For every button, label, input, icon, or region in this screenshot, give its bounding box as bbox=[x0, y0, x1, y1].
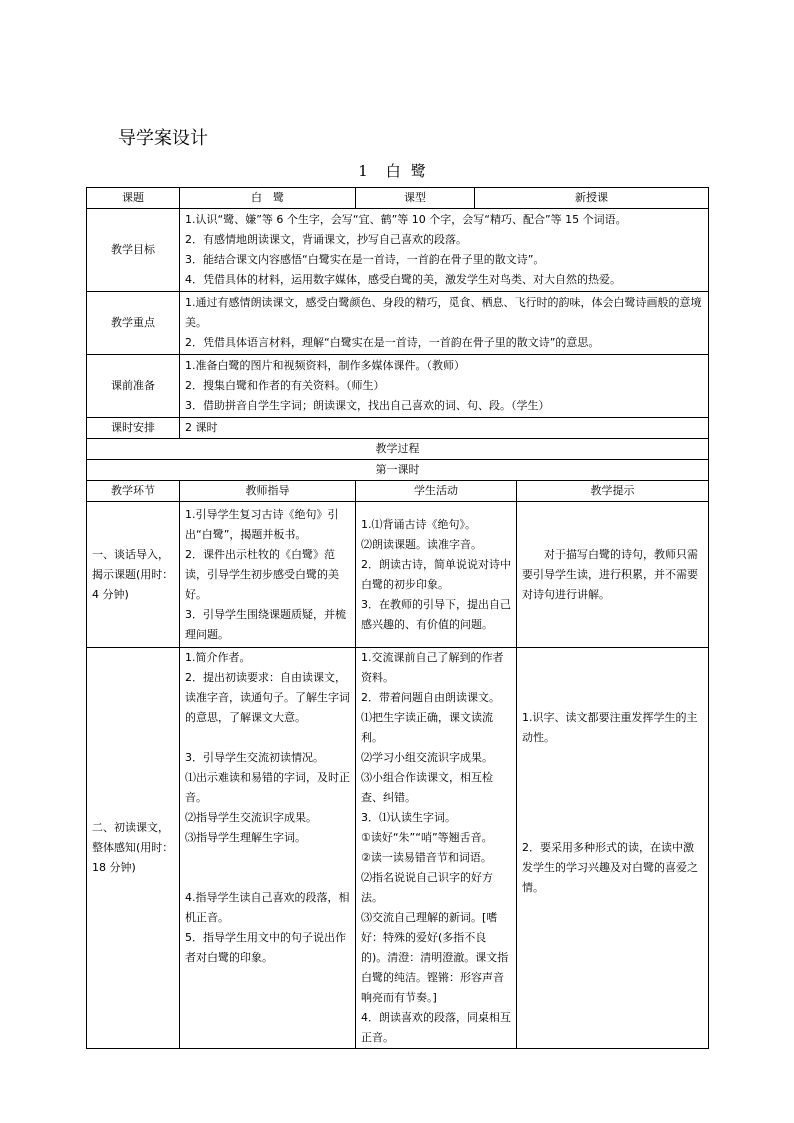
focus-line: 1.通过有感情朗读课文，感受白鹭颜色、身段的精巧，觅食、栖息、飞行时的韵味，体会白鹭诗画般的意境美。 bbox=[185, 296, 702, 329]
prep-line: 1.准备白鹭的图片和视频资料，制作多媒体课件。（教师） bbox=[185, 359, 465, 372]
teacher-step: 2．课件出示杜牧的《白鹭》范读，引导学生初步感受白鹭的美好。 bbox=[185, 547, 339, 601]
lesson-type-label: 课型 bbox=[356, 188, 475, 209]
teacher-step: ⑵指导学生交流识字成果。 bbox=[185, 811, 317, 824]
tip-text: 1.识字、读文都要注重发挥学生的主动性。 bbox=[522, 711, 698, 744]
col-student: 学生活动 bbox=[356, 481, 517, 502]
schedule-value: 2 课时 bbox=[180, 418, 709, 439]
stage2-name: 二、初读课文，整体感知(用时：18 分钟) bbox=[87, 648, 180, 1049]
lesson-number: 1 bbox=[358, 162, 368, 180]
tip-text: 2．要采用多种形式的读，在读中激发学生的学习兴趣及对白鹭的喜爱之情。 bbox=[522, 841, 698, 894]
teacher-step: 1.简介作者。 bbox=[185, 651, 251, 664]
student-step: 2．带着问题自由朗读课文。 bbox=[361, 691, 500, 704]
lesson-plan-table bbox=[86, 187, 709, 1049]
student-step: 4．朗读喜欢的段落，同桌相互正音。 bbox=[361, 1011, 511, 1044]
period-title-row bbox=[87, 460, 709, 481]
teacher-step bbox=[185, 728, 350, 748]
teacher-step: 2．提出初读要求：自由读课文，读准字音，读通句子。了解生字词的意思，了解课文大意。 bbox=[185, 671, 350, 724]
goals-row bbox=[87, 209, 709, 292]
document-title: 导学案设计 bbox=[118, 128, 208, 149]
goal-line: 4．凭借具体的材料，运用数字媒体，感受白鹭的美，激发学生对鸟类、对大自然的热爱。 bbox=[185, 273, 621, 286]
student-step: 3．⑴认读生字词。 bbox=[361, 811, 456, 824]
teacher-step: ⑴出示难读和易错的字词，及时正音。 bbox=[185, 771, 350, 804]
student-step: ⑵学习小组交流识字成果。 bbox=[361, 751, 493, 764]
col-tips: 教学提示 bbox=[517, 481, 709, 502]
prep-line: 3．借助拼音自学生字词；朗读课文，找出自己喜欢的词、句、段。（学生） bbox=[185, 399, 550, 412]
lesson-title bbox=[0, 160, 794, 181]
stage1-name: 一、谈话导入，揭示课题(用时：4 分钟) bbox=[87, 502, 180, 648]
teacher-step bbox=[185, 868, 350, 888]
focus-label: 教学重点 bbox=[87, 292, 180, 355]
student-step: ⑶交流自己理解的新词。[嗜好：特殊的爱好(多指不良的)。清澄：清明澄澈。课文指白鹭的纯洁。铿锵：形容声音响亮而有节奏。] bbox=[361, 911, 509, 1004]
student-step: ②读一读易错音节和词语。 bbox=[361, 851, 492, 864]
goals-content bbox=[180, 209, 709, 292]
student-step: ⑶小组合作读课文，相互检查、纠错。 bbox=[361, 771, 493, 804]
focus-row bbox=[87, 292, 709, 355]
process-title: 教学过程 bbox=[87, 439, 709, 460]
stage2-student bbox=[356, 648, 517, 1049]
subject-label: 课题 bbox=[87, 188, 180, 209]
stage1-tips bbox=[517, 502, 709, 648]
teacher-step bbox=[185, 848, 350, 868]
prep-label: 课前准备 bbox=[87, 355, 180, 418]
teacher-step: 1.引导学生复习古诗《绝句》引出“白鹭”，揭题并板书。 bbox=[185, 507, 339, 541]
teacher-step: 3．引导学生围绕课题质疑，并梳理问题。 bbox=[185, 607, 346, 641]
teacher-step: ⑶指导学生理解生字词。 bbox=[185, 831, 306, 844]
schedule-label: 课时安排 bbox=[87, 418, 180, 439]
goal-line: 3．能结合课文内容感悟“白鹭实在是一首诗，一首韵在骨子里的散文诗”。 bbox=[185, 253, 545, 266]
col-stage: 教学环节 bbox=[87, 481, 180, 502]
stage2-row bbox=[87, 648, 709, 1049]
student-step: ⑵朗读课题。读准字音。 bbox=[361, 537, 482, 551]
process-title-row bbox=[87, 439, 709, 460]
student-step: 2．朗读古诗，简单说说对诗中白鹭的初步印象。 bbox=[361, 557, 511, 591]
prep-row bbox=[87, 355, 709, 418]
lesson-name: 白鹭 bbox=[385, 162, 436, 180]
student-step: 3．在教师的引导下，提出自己感兴趣的、有价值的问题。 bbox=[361, 597, 511, 631]
goal-line: 2．有感情地朗读课文，背诵课文，抄写自己喜欢的段落。 bbox=[185, 233, 467, 246]
student-step: ①读好“朱”“哨”等翘舌音。 bbox=[361, 831, 493, 844]
student-step: ⑴把生字读正确，课文读流利。 bbox=[361, 711, 493, 744]
stage2-teacher bbox=[180, 648, 356, 1049]
stage2-tips bbox=[517, 648, 709, 1049]
goals-label: 教学目标 bbox=[87, 209, 180, 292]
header-row bbox=[87, 188, 709, 209]
stage1-student bbox=[356, 502, 517, 648]
lesson-type-value: 新授课 bbox=[475, 188, 709, 209]
tip-text: 对于描写白鹭的诗句，教师只需要引导学生读，进行积累，并不需要对诗句进行讲解。 bbox=[522, 547, 698, 601]
column-header-row bbox=[87, 481, 709, 502]
goal-line: 1.认识“鹭、嫌”等 6 个生字，会写“宜、鹤”等 10 个字，会写“精巧、配合”等 15 个词语。 bbox=[185, 213, 627, 226]
teacher-step: 4.指导学生读自己喜欢的段落，相机正音。 bbox=[185, 891, 350, 924]
subject-value: 白 鹭 bbox=[180, 188, 356, 209]
student-step: ⑵指名说说自己识字的好方法。 bbox=[361, 871, 493, 904]
schedule-row bbox=[87, 418, 709, 439]
student-step: 1.⑴背诵古诗《绝句》。 bbox=[361, 517, 476, 531]
prep-content bbox=[180, 355, 709, 418]
period-title: 第一课时 bbox=[87, 460, 709, 481]
prep-line: 2．搜集白鹭和作者的有关资料。（师生） bbox=[185, 379, 385, 392]
focus-content bbox=[180, 292, 709, 355]
student-step: 1.交流课前自己了解到的作者资料。 bbox=[361, 651, 504, 684]
focus-line: 2．凭借具体语言材料，理解“白鹭实在是一首诗，一首韵在骨子里的散文诗”的意思。 bbox=[185, 336, 600, 349]
teacher-step: 3．引导学生交流初读情况。 bbox=[185, 751, 324, 764]
teacher-step: 5．指导学生用文中的句子说出作者对白鹭的印象。 bbox=[185, 931, 346, 964]
stage1-row bbox=[87, 502, 709, 648]
stage1-teacher bbox=[180, 502, 356, 648]
col-teacher: 教师指导 bbox=[180, 481, 356, 502]
